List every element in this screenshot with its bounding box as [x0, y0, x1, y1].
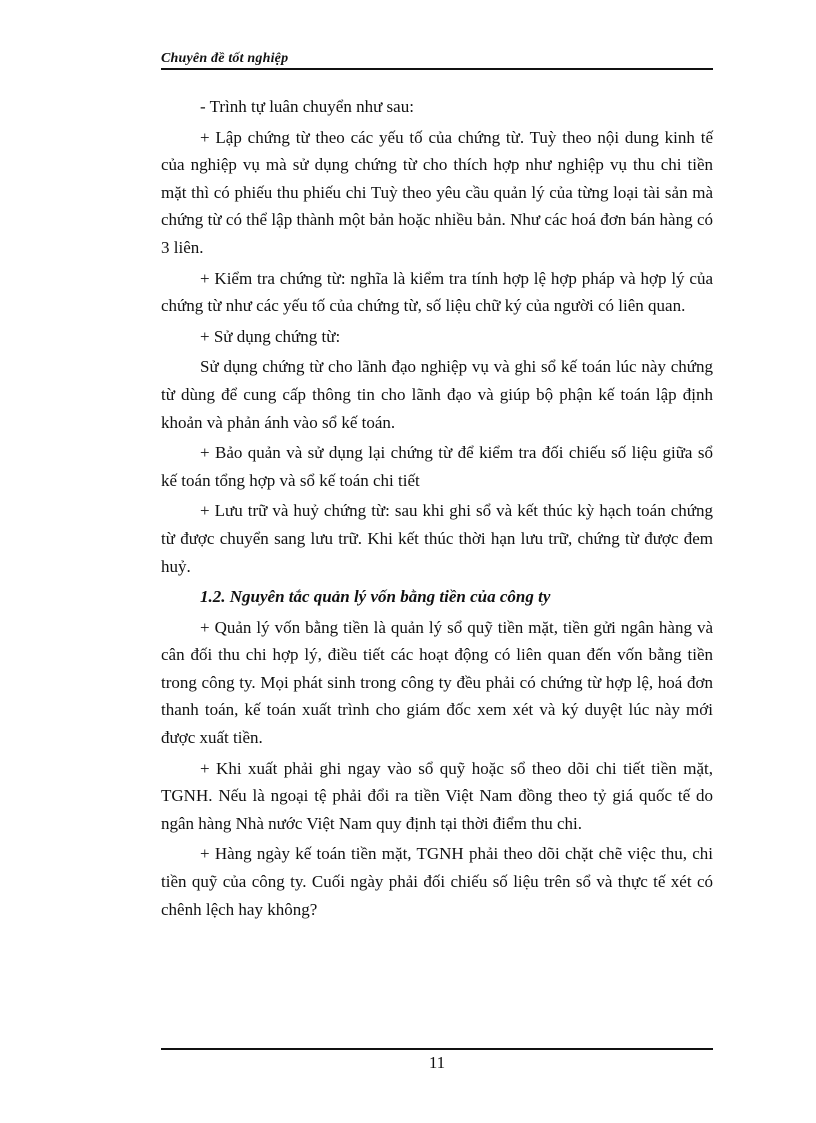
body-paragraph: + Lập chứng từ theo các yếu tố của chứng từ. Tuỳ theo nội dung kinh tế của nghiệp vụ mà sử dụng chứng từ cho thích hợp như nghiệp vụ thu chi tiền mặt thì có phiếu thu phiếu chi Tuỳ theo yêu cầu quản lý của từng loại tài sản mà chứng từ có thể lập thành một bản hoặc nhiều bản. Như các hoá đơn bán hàng có 3 liên.	[161, 127, 713, 257]
body-paragraph: Sử dụng chứng từ cho lãnh đạo nghiệp vụ và ghi sổ kế toán lúc này chứng từ dùng để cung cấp thông tin cho lãnh đạo và giúp bộ phận kế toán lập định khoản và phản ánh vào sổ kế toán.	[161, 357, 713, 432]
running-header-title: Chuyên đề tốt nghiệp	[161, 51, 289, 66]
body-paragraph: + Lưu trữ và huỷ chứng từ: sau khi ghi sổ và kết thúc kỳ hạch toán chứng từ được chuyển sang lưu trữ. Khi kết thúc thời hạn lưu trữ, chứng từ được đem huỷ.	[161, 501, 713, 576]
body-paragraph: + Bảo quản và sử dụng lại chứng từ để kiểm tra đối chiếu số liệu giữa sổ kế toán tổng hợp và sổ kế toán chi tiết	[161, 443, 713, 490]
section-paragraph: + Quản lý vốn bằng tiền là quản lý sổ quỹ tiền mặt, tiền gửi ngân hàng và cân đối thu chi hợp lý, điều tiết các hoạt động có liên quan đến vốn bằng tiền trong công ty. Mọi phát sinh trong công ty đều phải có chứng từ hợp lệ, hoá đơn thanh toán, kế toán xuất trình cho giám đốc xem xét và ký duyệt lúc này mới được xuất tiền.	[161, 617, 713, 748]
body-paragraph: + Kiểm tra chứng từ: nghĩa là kiểm tra tính hợp lệ hợp pháp và hợp lý của chứng từ như các yếu tố của chứng từ, số liệu chữ ký của người có liên quan.	[161, 268, 713, 316]
section-paragraph: + Khi xuất phải ghi ngay vào sổ quỹ hoặc sổ theo dõi chi tiết tiền mặt, TGNH. Nếu là ngoại tệ phải đổi ra tiền Việt Nam đồng theo tỷ giá quốc tế do ngân hàng Nhà nước Việt Nam quy định tại thời điểm thu chi.	[161, 758, 713, 833]
section-paragraph: + Hàng ngày kế toán tiền mặt, TGNH phải theo dõi chặt chẽ việc thu, chi tiền quỹ của công ty. Cuối ngày phải đối chiếu số liệu trên sổ và thực tế xét có chênh lệch hay không?	[161, 844, 713, 919]
body-paragraph: - Trình tự luân chuyển như sau:	[200, 97, 414, 116]
section-heading: 1.2. Nguyên tắc quản lý vốn bằng tiền của công ty	[200, 587, 551, 607]
running-header	[161, 48, 713, 70]
footer-divider	[161, 1048, 713, 1050]
body-paragraph: + Sử dụng chứng từ:	[200, 326, 341, 346]
page-body	[161, 93, 713, 926]
page-number: 11	[428, 1053, 446, 1072]
